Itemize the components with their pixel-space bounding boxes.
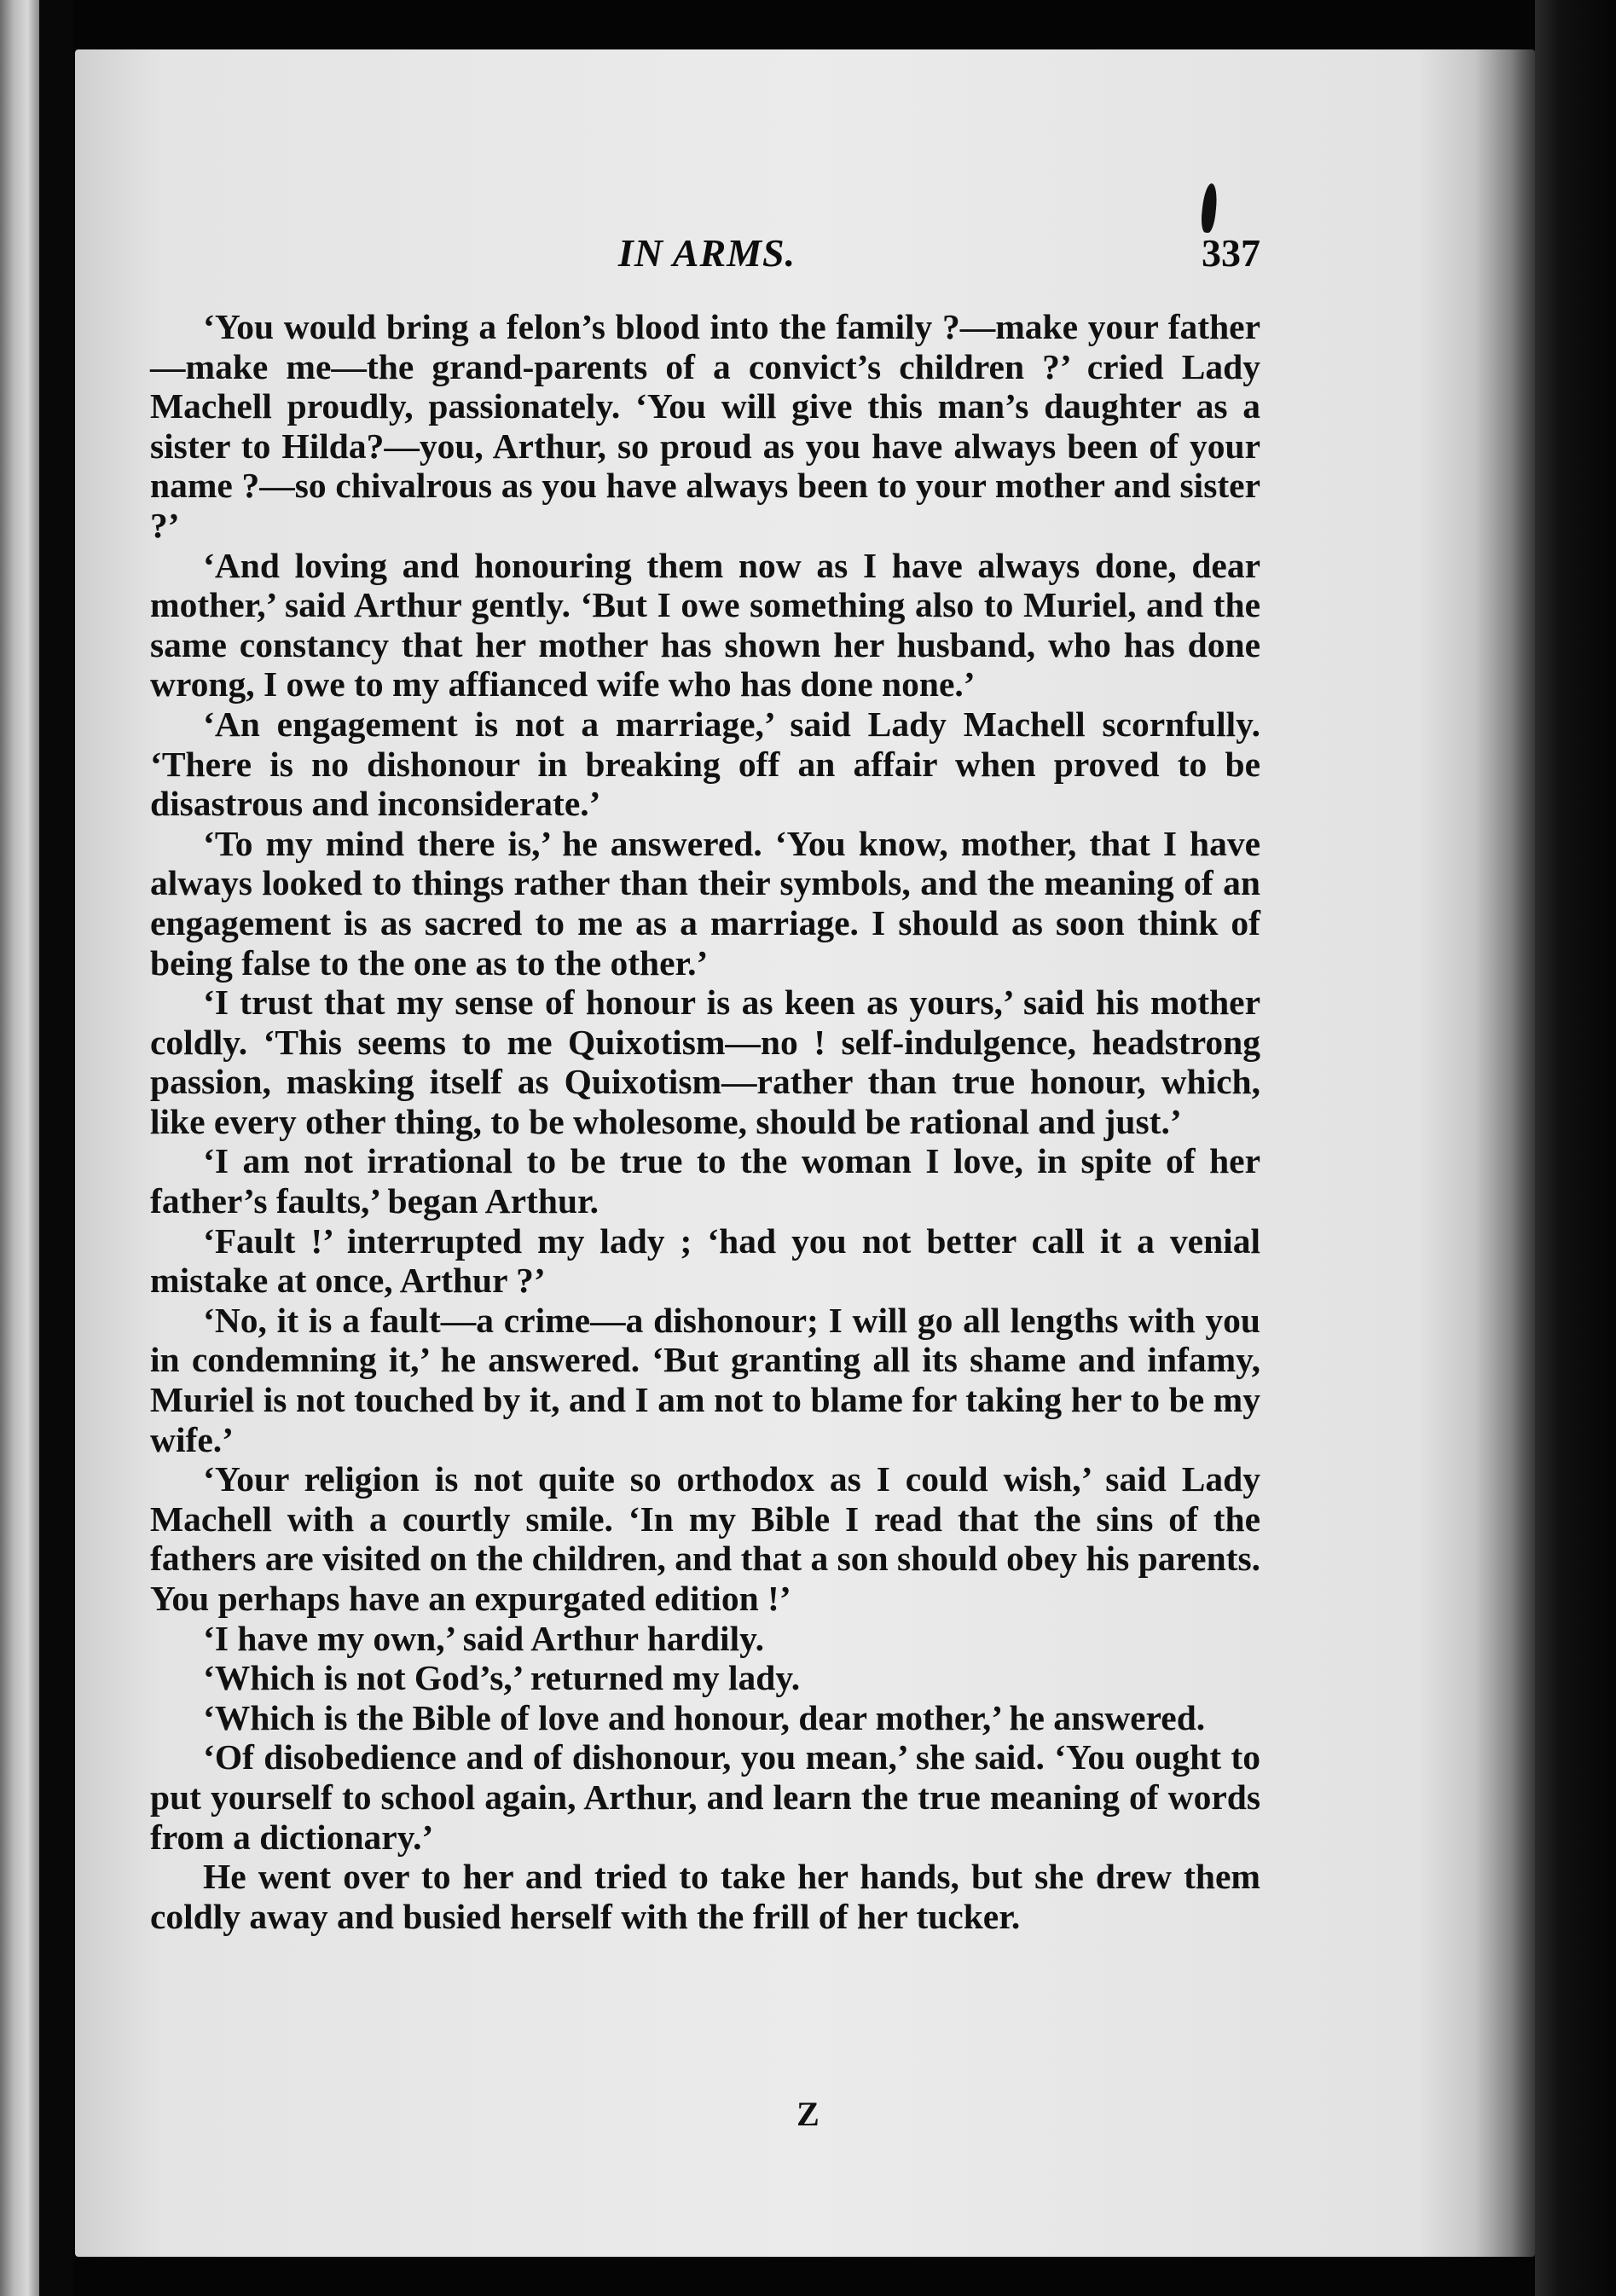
book-gutter [39, 0, 73, 2296]
paragraph: ‘I have my own,’ said Arthur hardily. [203, 1618, 764, 1658]
paragraph: ‘And loving and honouring them now as I have always done, dear mother,’ said Arthur gently. ‘But I owe something also to Muriel, and the same constancy that her mother has shown her husband, who has done wrong, I owe to my affianced wife who has done none.’ [150, 545, 1260, 704]
paragraph: ‘Which is the Bible of love and honour, dear mother,’ he answered. [203, 1697, 1206, 1737]
paragraph: ‘An engagement is not a marriage,’ said Lady Machell scornfully. ‘There is no dishonour in breaking off an affair when proved to be disastrous and inconsiderate.’ [150, 704, 1260, 824]
body-text [150, 307, 1260, 1936]
paragraph: ‘Which is not God’s,’ returned my lady. [203, 1658, 801, 1698]
paragraph: ‘Of disobedience and of dishonour, you mean,’ she said. ‘You ought to put yourself to school again, Arthur, and learn the true meaning of words from a dictionary.’ [150, 1737, 1260, 1857]
paragraph: ‘Fault !’ interrupted my lady ; ‘had you not better call it a venial mistake at once, Arthur ?’ [150, 1220, 1260, 1301]
background-edge [1535, 0, 1616, 2296]
page-number: 337 [1202, 231, 1260, 275]
paragraph: ‘Your religion is not quite so orthodox as I could wish,’ said Lady Machell with a courtly smile. ‘In my Bible I read that the sins of the fathers are visited on the children, and that a son should obey his parents. You perhaps have an expurgated edition !’ [150, 1459, 1260, 1618]
signature-mark: Z [796, 2095, 820, 2133]
paragraph: ‘To my mind there is,’ he answered. ‘You know, mother, that I have always looked to things rather than their symbols, and the meaning of an engagement is as sacred to me as a marriage. I should as soon think of being false to the one as to the other.’ [150, 823, 1260, 983]
paragraph: ‘I am not irrational to be true to the woman I love, in spite of her father’s faults,’ began Arthur. [150, 1141, 1260, 1221]
facing-page-edge [0, 0, 39, 2296]
paragraph: He went over to her and tried to take her hands, but she drew them coldly away and busied herself with the frill of her tucker. [150, 1857, 1260, 1936]
running-title: IN ARMS. [617, 231, 796, 275]
paragraph: ‘No, it is a fault—a crime—a dishonour; I will go all lengths with you in condemning it,’ he answered. ‘But granting all its shame and infamy, Muriel is not touched by it, and I am not to blame for taking her to be my wife.’ [150, 1300, 1260, 1459]
page-curl-shadow [1475, 49, 1535, 2257]
paragraph: ‘I trust that my sense of honour is as keen as yours,’ said his mother coldly. ‘This seems to me Quixotism—no ! self-indulgence, headstrong passion, masking itself as Quixotism—rather than true honour, which, like every other thing, to be wholesome, should be rational and just.’ [150, 983, 1260, 1141]
paragraph: ‘You would bring a felon’s blood into the family ?—make your father—make me—the grand-parents of a convict’s children ?’ cried Lady Machell proudly, passionately. ‘You will give this man’s daughter as a sister to Hilda?—you, Arthur, so proud as you have always been of your name ?—so chivalrous as you have always been to your mother and sister ?’ [150, 307, 1260, 545]
running-head [153, 230, 1260, 285]
